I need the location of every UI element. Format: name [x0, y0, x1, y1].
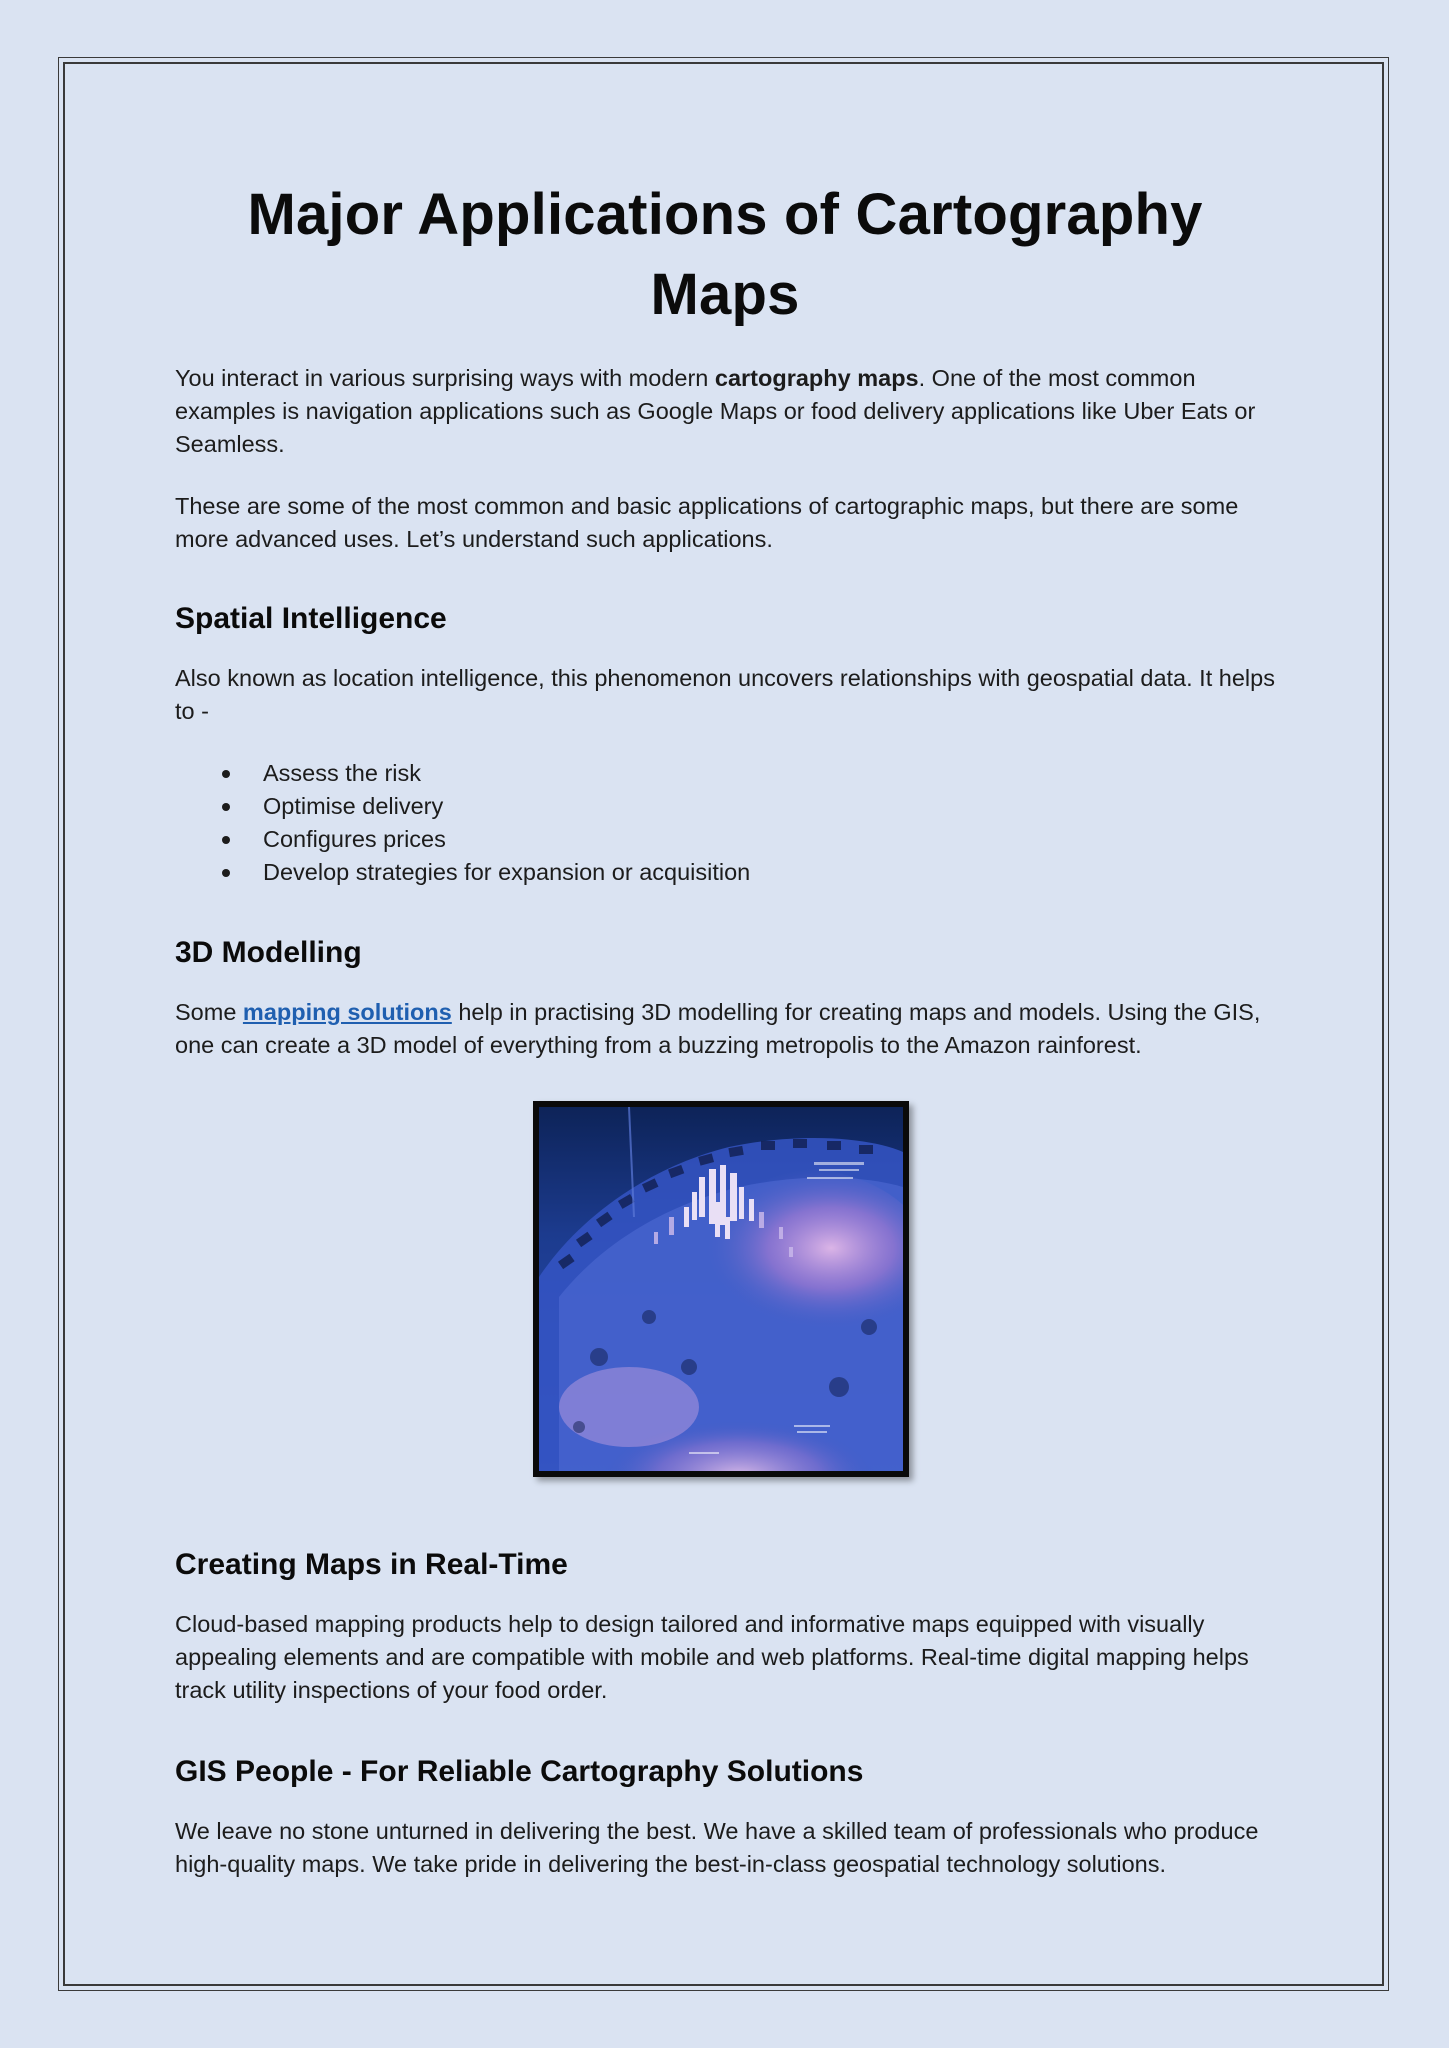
spatial-paragraph: Also known as location intelligence, this phenomenon uncovers relationships with geospatial data. It helps to - — [175, 665, 1275, 724]
mapping-solutions-link[interactable]: mapping solutions — [242, 999, 452, 1025]
intro-text-end: . One of the most common examples is navigation applications such as Google Maps or food delivery applications like Uber Eats or Seamless. — [175, 365, 1256, 457]
gis-paragraph: We leave no stone unturned in delivering the best. We have a skilled team of professionals who produce high-quality maps. We take pride in delivering the best-in-class geospatial technology solutions. — [175, 1818, 1259, 1877]
intro-paragraph-1 — [175, 362, 1275, 461]
3d-city-map-image — [533, 1101, 909, 1477]
intro-bold-term: cartography maps — [714, 365, 919, 391]
list-item: Optimise delivery — [263, 790, 1275, 823]
spatial-bullet-list — [175, 757, 1275, 889]
heading-gis-people: GIS People - For Reliable Cartography Solutions — [175, 1755, 864, 1788]
list-item: Configures prices — [263, 823, 1275, 856]
document-body — [175, 175, 1275, 1881]
realtime-paragraph: Cloud-based mapping products help to design tailored and informative maps equipped with visually appealing elements and are compatible with mobile and web platforms. Real-time digital mapping helps track utility inspections of your food order. — [175, 1611, 1249, 1703]
intro-paragraph-2: These are some of the most common and basic applications of cartographic maps, but there are some more advanced uses. Let’s understand such applications. — [175, 493, 1239, 552]
heading-real-time-maps: Creating Maps in Real-Time — [175, 1548, 568, 1581]
page-title: Major Applications of Cartography Maps — [247, 182, 1203, 327]
heading-spatial-intelligence: Spatial Intelligence — [175, 602, 447, 635]
list-item: Assess the risk — [263, 757, 1275, 790]
modelling-text-start: Some — [175, 999, 243, 1025]
modelling-text-end: help in practising 3D modelling for creating maps and models. Using the GIS, one can create a 3D model of everything from a buzzing metropolis to the Amazon rainforest. — [175, 999, 1261, 1058]
modelling-paragraph — [175, 996, 1275, 1062]
3d-city-map-illustration — [539, 1107, 903, 1471]
intro-text-start: You interact in various surprising ways with modern — [175, 365, 715, 391]
list-item: Develop strategies for expansion or acquisition — [263, 856, 1275, 889]
heading-3d-modelling: 3D Modelling — [175, 936, 362, 969]
